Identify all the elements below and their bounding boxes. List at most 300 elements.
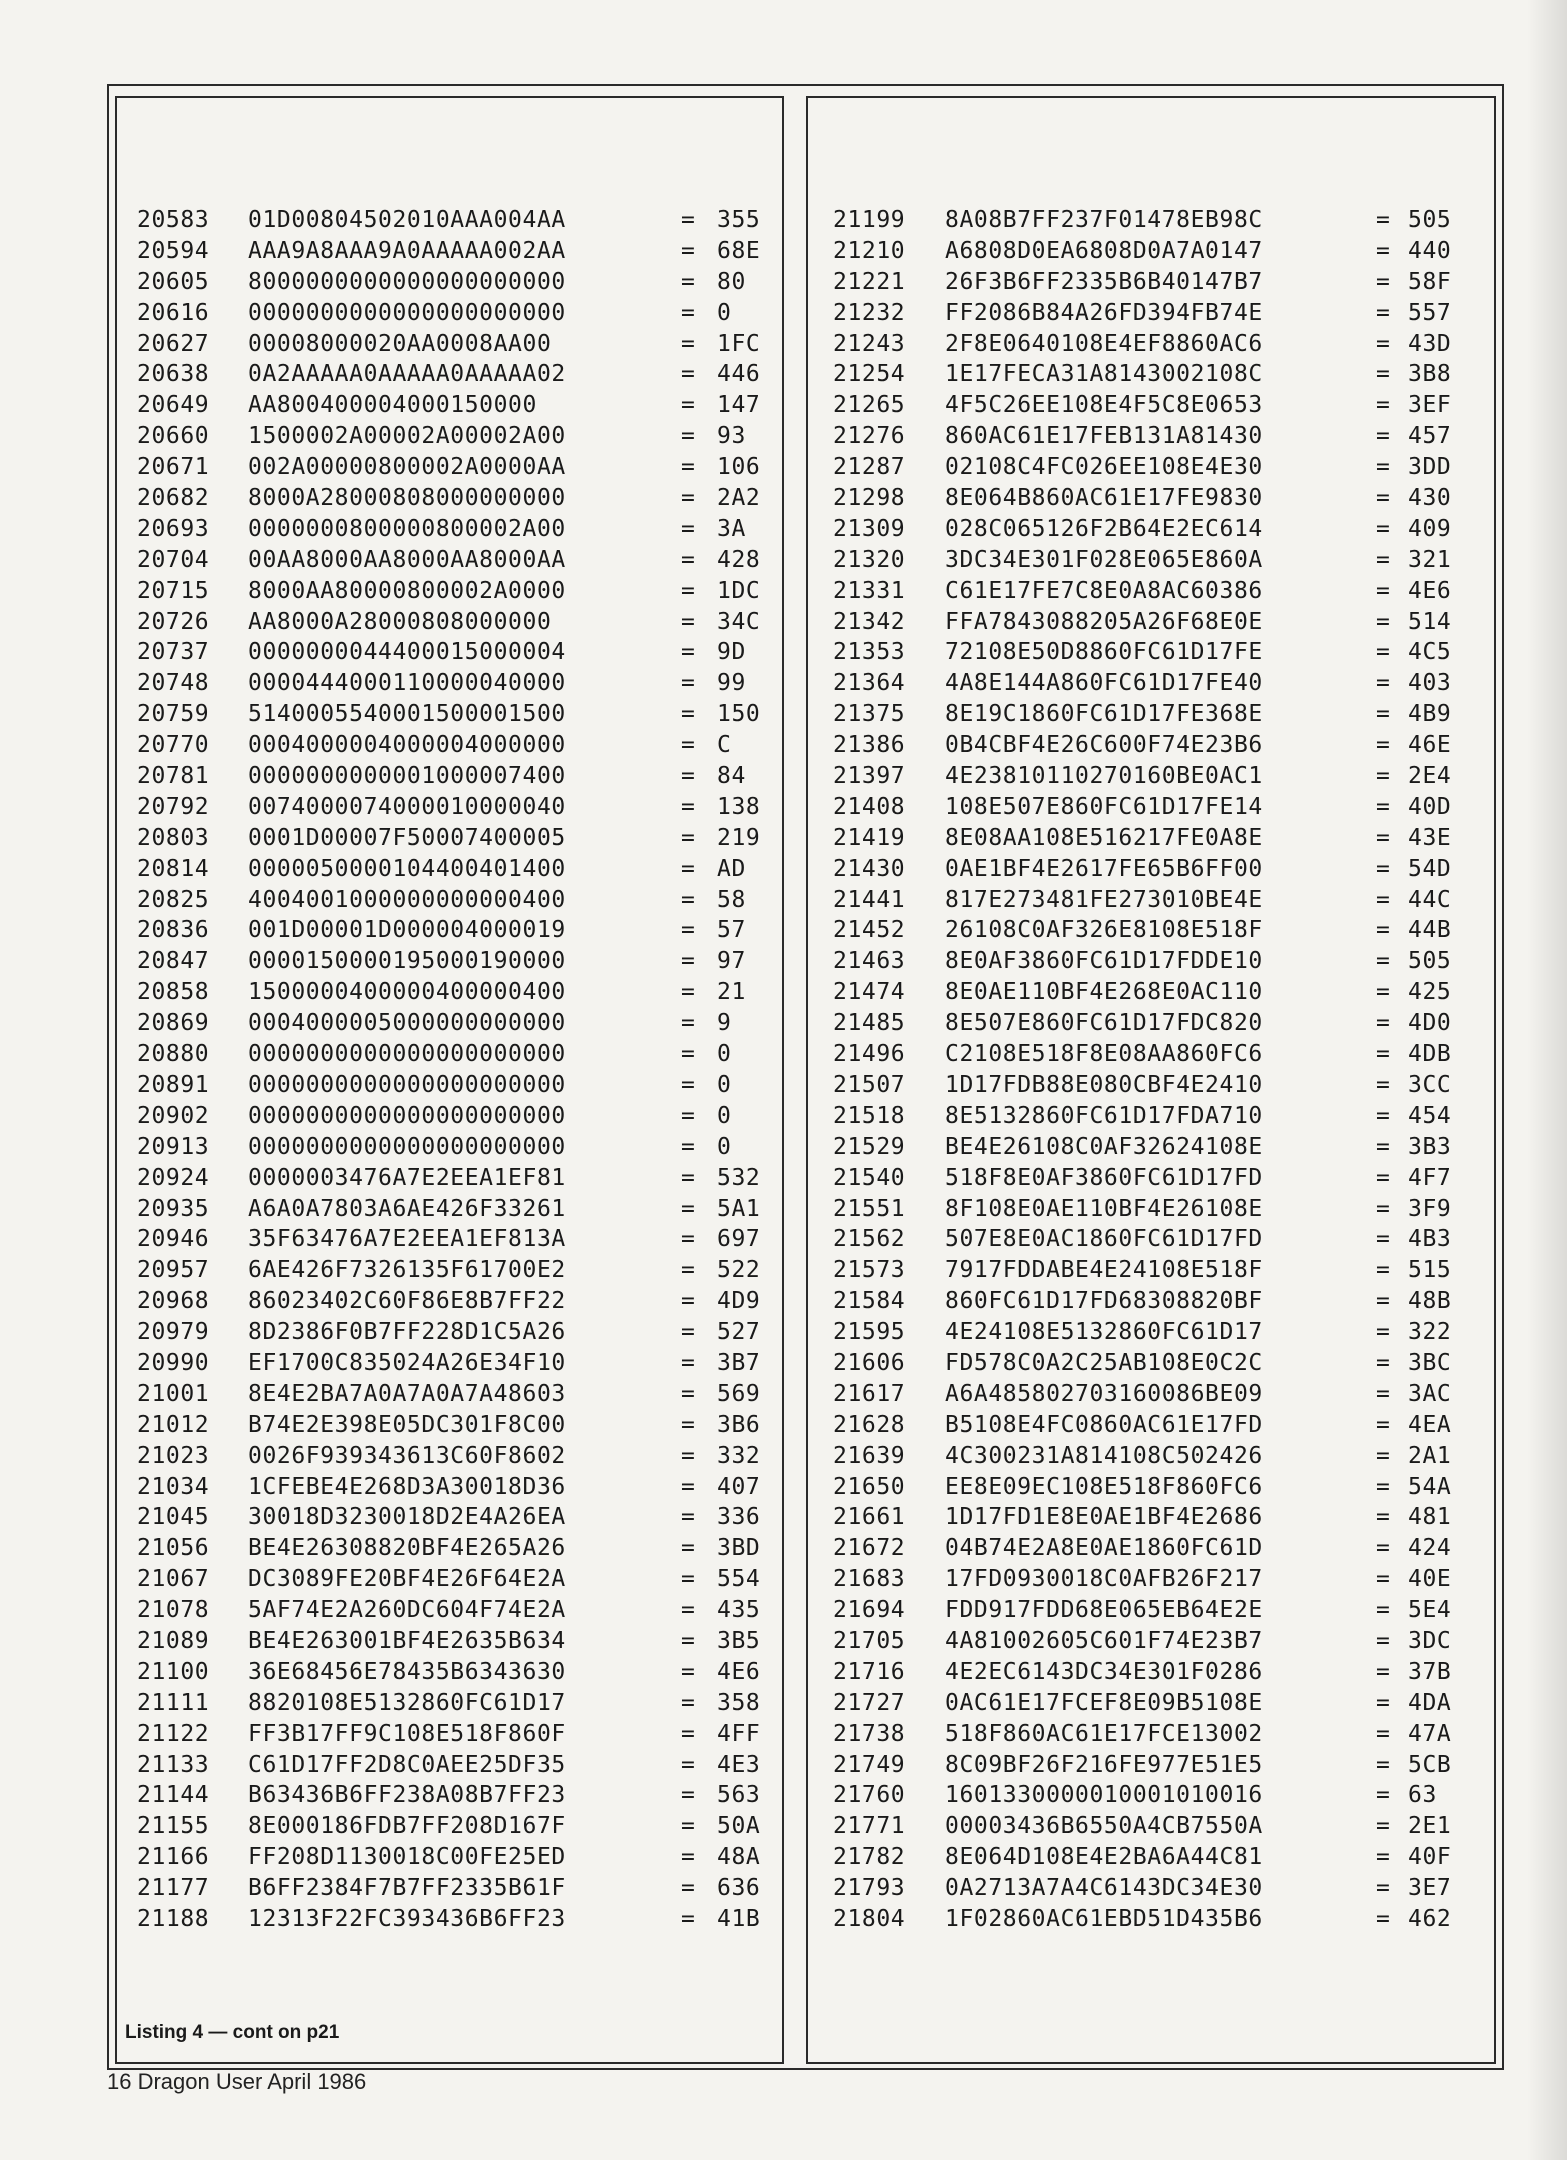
listing-address: 21276 (833, 423, 906, 450)
listing-equals: = (1376, 824, 1391, 851)
listing-row (117, 329, 782, 360)
listing-hex-data: 6AE426F7326135F61700E2 (248, 1257, 566, 1284)
listing-hex-data: 8E064B860AC61E17FE9830 (945, 485, 1263, 512)
listing-checksum: 40F (1408, 1844, 1452, 1871)
listing-equals: = (1376, 1380, 1391, 1407)
listing-row (808, 1626, 1494, 1657)
listing-equals: = (681, 1473, 696, 1500)
listing-equals: = (1376, 1041, 1391, 1068)
listing-address: 21397 (833, 763, 906, 790)
listing-address: 20880 (137, 1041, 210, 1068)
listing-checksum: 46E (1408, 732, 1452, 759)
listing-checksum: 0 (717, 1071, 732, 1098)
listing-hex-data: EE8E09EC108E518F860FC6 (945, 1473, 1263, 1500)
listing-row (808, 329, 1494, 360)
listing-checksum: 4DB (1408, 1041, 1452, 1068)
listing-address: 21419 (833, 824, 906, 851)
listing-address: 20671 (137, 454, 210, 481)
listing-hex-data: 0000000000000000000000 (248, 1102, 566, 1129)
listing-address: 21749 (833, 1751, 906, 1778)
listing-checksum: 3EF (1408, 392, 1452, 419)
listing-address: 21540 (833, 1164, 906, 1191)
listing-address: 21331 (833, 577, 906, 604)
listing-address: 21485 (833, 1010, 906, 1037)
listing-hex-data: 36E68456E78435B6343630 (248, 1658, 566, 1685)
listing-address: 21386 (833, 732, 906, 759)
listing-checksum: 4FF (717, 1720, 761, 1747)
listing-address: 21650 (833, 1473, 906, 1500)
listing-address: 21067 (137, 1566, 210, 1593)
listing-checksum: 3CC (1408, 1071, 1452, 1098)
listing-address: 21452 (833, 917, 906, 944)
listing-row (117, 977, 782, 1008)
listing-equals: = (1376, 1288, 1391, 1315)
listing-equals: = (681, 1504, 696, 1531)
listing-checksum: 569 (717, 1380, 761, 1407)
listing-equals: = (1376, 1411, 1391, 1438)
listing-row (117, 1348, 782, 1379)
listing-address: 21617 (833, 1380, 906, 1407)
listing-hex-data: 0001D00007F50007400005 (248, 824, 566, 851)
listing-checksum: 4E3 (717, 1751, 761, 1778)
listing-hex-data: FFA7843088205A26F68E0E (945, 608, 1263, 635)
listing-equals: = (681, 330, 696, 357)
listing-rows-right (808, 205, 1494, 1935)
listing-address: 21672 (833, 1535, 906, 1562)
listing-address: 20836 (137, 917, 210, 944)
listing-row (117, 668, 782, 699)
listing-equals: = (1376, 1844, 1391, 1871)
listing-checksum: 58 (717, 886, 746, 913)
listing-hex-data: 0000000000001000007400 (248, 763, 566, 790)
listing-checksum: 4F7 (1408, 1164, 1452, 1191)
listing-equals: = (681, 1535, 696, 1562)
listing-hex-data: 0AC61E17FCEF8E09B5108E (945, 1689, 1263, 1716)
listing-hex-data: 0004000005000000000000 (248, 1010, 566, 1037)
listing-address: 20781 (137, 763, 210, 790)
listing-hex-data: 1500000400000400000400 (248, 979, 566, 1006)
listing-hex-data: 8E0AF3860FC61D17FDDE10 (945, 948, 1263, 975)
listing-row (808, 1595, 1494, 1626)
listing-row (808, 1873, 1494, 1904)
listing-equals: = (681, 299, 696, 326)
listing-address: 21595 (833, 1319, 906, 1346)
listing-row (117, 699, 782, 730)
listing-checksum: 138 (717, 793, 761, 820)
listing-address: 20990 (137, 1349, 210, 1376)
listing-address: 21694 (833, 1597, 906, 1624)
listing-hex-data: 0AE1BF4E2617FE65B6FF00 (945, 855, 1263, 882)
listing-equals: = (681, 1658, 696, 1685)
listing-checksum: 57 (717, 917, 746, 944)
listing-column-right (806, 96, 1496, 2064)
listing-equals: = (681, 1349, 696, 1376)
listing-equals: = (681, 732, 696, 759)
listing-row (117, 545, 782, 576)
listing-checksum: 3DD (1408, 454, 1452, 481)
listing-hex-data: 817E273481FE273010BE4E (945, 886, 1263, 913)
listing-address: 21089 (137, 1627, 210, 1654)
listing-row (808, 421, 1494, 452)
listing-hex-data: 3DC34E301F028E065E860A (945, 546, 1263, 573)
listing-checksum: 3AC (1408, 1380, 1452, 1407)
listing-row (808, 1039, 1494, 1070)
listing-hex-data: 860AC61E17FEB131A81430 (945, 423, 1263, 450)
listing-hex-data: BE4E26308820BF4E265A26 (248, 1535, 566, 1562)
listing-equals: = (681, 763, 696, 790)
listing-hex-data: AA8000A28000808000000 (248, 608, 552, 635)
listing-hex-data: 0000000044400015000004 (248, 639, 566, 666)
listing-hex-data: FF208D1130018C00FE25ED (248, 1844, 566, 1871)
listing-hex-data: 0000444000110000040000 (248, 670, 566, 697)
listing-checksum: 0 (717, 1041, 732, 1068)
listing-checksum: 428 (717, 546, 761, 573)
listing-row (808, 545, 1494, 576)
listing-checksum: 3B3 (1408, 1133, 1452, 1160)
listing-address: 20858 (137, 979, 210, 1006)
listing-equals: = (681, 1288, 696, 1315)
listing-hex-data: C61E17FE7C8E0A8AC60386 (945, 577, 1263, 604)
listing-checksum: 457 (1408, 423, 1452, 450)
listing-checksum: 355 (717, 207, 761, 233)
listing-address: 21441 (833, 886, 906, 913)
listing-hex-data: B74E2E398E05DC301F8C00 (248, 1411, 566, 1438)
listing-address: 21012 (137, 1411, 210, 1438)
listing-equals: = (1376, 1782, 1391, 1809)
listing-hex-data: 0026F939343613C60F8602 (248, 1442, 566, 1469)
listing-checksum: 332 (717, 1442, 761, 1469)
listing-hex-data: 1500002A00002A00002A00 (248, 423, 566, 450)
listing-hex-data: 1CFEBE4E268D3A30018D36 (248, 1473, 566, 1500)
listing-address: 21100 (137, 1658, 210, 1685)
listing-row (808, 915, 1494, 946)
listing-equals: = (681, 268, 696, 295)
listing-equals: = (1376, 361, 1391, 388)
listing-row (117, 298, 782, 329)
listing-equals: = (1376, 855, 1391, 882)
listing-row (808, 1286, 1494, 1317)
listing-hex-data: A6A485802703160086BE09 (945, 1380, 1263, 1407)
listing-address: 20825 (137, 886, 210, 913)
listing-row (117, 1873, 782, 1904)
listing-address: 21188 (137, 1905, 210, 1932)
listing-checksum: 4C5 (1408, 639, 1452, 666)
listing-row (808, 1780, 1494, 1811)
listing-row (117, 637, 782, 668)
listing-row (808, 699, 1494, 730)
listing-equals: = (1376, 423, 1391, 450)
listing-equals: = (1376, 515, 1391, 542)
listing-equals: = (681, 1689, 696, 1716)
listing-checksum: 3B6 (717, 1411, 761, 1438)
listing-row (808, 1379, 1494, 1410)
listing-row (117, 1688, 782, 1719)
listing-row (117, 1317, 782, 1348)
listing-equals: = (681, 207, 696, 233)
listing-hex-data: 02108C4FC026EE108E4E30 (945, 454, 1263, 481)
listing-checksum: 3BC (1408, 1349, 1452, 1376)
listing-equals: = (681, 546, 696, 573)
listing-hex-data: C61D17FF2D8C0AEE25DF35 (248, 1751, 566, 1778)
listing-address: 21529 (833, 1133, 906, 1160)
listing-hex-data: 0A2713A7A4C6143DC34E30 (945, 1875, 1263, 1902)
listing-equals: = (681, 1226, 696, 1253)
listing-row (117, 1533, 782, 1564)
listing-equals: = (1376, 485, 1391, 512)
listing-hex-data: C2108E518F8E08AA860FC6 (945, 1041, 1263, 1068)
listing-address: 21606 (833, 1349, 906, 1376)
listing-address: 21705 (833, 1627, 906, 1654)
listing-hex-data: 4E23810110270160BE0AC1 (945, 763, 1263, 790)
listing-equals: = (681, 1597, 696, 1624)
listing-equals: = (1376, 330, 1391, 357)
listing-checksum: 9D (717, 639, 746, 666)
listing-equals: = (681, 793, 696, 820)
listing-row (808, 1472, 1494, 1503)
listing-checksum: 68E (717, 237, 761, 264)
listing-hex-data: 12313F22FC393436B6FF23 (248, 1905, 566, 1932)
listing-equals: = (681, 979, 696, 1006)
listing-equals: = (681, 1102, 696, 1129)
listing-hex-data: 4A8E144A860FC61D17FE40 (945, 670, 1263, 697)
listing-hex-data: 5140005540001500001500 (248, 701, 566, 728)
listing-address: 21210 (833, 237, 906, 264)
listing-equals: = (1376, 454, 1391, 481)
listing-row (117, 946, 782, 977)
listing-address: 20605 (137, 268, 210, 295)
listing-checksum: 5CB (1408, 1751, 1452, 1778)
listing-row (117, 1502, 782, 1533)
listing-row (808, 1842, 1494, 1873)
listing-row (117, 205, 782, 236)
listing-equals: = (1376, 763, 1391, 790)
listing-address: 20957 (137, 1257, 210, 1284)
listing-equals: = (681, 1010, 696, 1037)
listing-checksum: 505 (1408, 948, 1452, 975)
listing-equals: = (1376, 1442, 1391, 1469)
listing-row (808, 298, 1494, 329)
listing-address: 21078 (137, 1597, 210, 1624)
listing-hex-data: BE4E263001BF4E2635B634 (248, 1627, 566, 1654)
listing-checksum: 3B7 (717, 1349, 761, 1376)
listing-equals: = (1376, 1875, 1391, 1902)
listing-equals: = (681, 1751, 696, 1778)
listing-checksum: 63 (1408, 1782, 1437, 1809)
listing-row (808, 1564, 1494, 1595)
listing-hex-data: FF3B17FF9C108E518F860F (248, 1720, 566, 1747)
listing-checksum: 322 (1408, 1319, 1452, 1346)
listing-hex-data: 04B74E2A8E0AE1860FC61D (945, 1535, 1263, 1562)
listing-address: 21045 (137, 1504, 210, 1531)
listing-equals: = (1376, 1751, 1391, 1778)
listing-checksum: 9 (717, 1010, 732, 1037)
listing-hex-data: 8C09BF26F216FE977E51E5 (945, 1751, 1263, 1778)
listing-address: 20979 (137, 1319, 210, 1346)
listing-hex-data: 108E507E860FC61D17FE14 (945, 793, 1263, 820)
listing-checksum: 3B5 (717, 1627, 761, 1654)
listing-checksum: 505 (1408, 207, 1452, 233)
listing-checksum: 43D (1408, 330, 1452, 357)
listing-row (808, 1811, 1494, 1842)
listing-row (808, 946, 1494, 977)
listing-hex-data: 0074000074000010000040 (248, 793, 566, 820)
listing-address: 20913 (137, 1133, 210, 1160)
listing-row (117, 1657, 782, 1688)
listing-checksum: 0 (717, 1102, 732, 1129)
listing-hex-data: 1F02860AC61EBD51D435B6 (945, 1905, 1263, 1932)
listing-address: 20660 (137, 423, 210, 450)
listing-row (808, 1688, 1494, 1719)
listing-equals: = (681, 237, 696, 264)
listing-hex-data: 8E000186FDB7FF208D167F (248, 1813, 566, 1840)
listing-address: 21518 (833, 1102, 906, 1129)
listing-checksum: 403 (1408, 670, 1452, 697)
listing-address: 20902 (137, 1102, 210, 1129)
listing-row (808, 1132, 1494, 1163)
listing-row (117, 1472, 782, 1503)
listing-address: 20759 (137, 701, 210, 728)
listing-address: 21133 (137, 1751, 210, 1778)
listing-checksum: 4DA (1408, 1689, 1452, 1716)
listing-checksum: 3A (717, 515, 746, 542)
listing-hex-data: 8E08AA108E516217FE0A8E (945, 824, 1263, 851)
listing-checksum: 514 (1408, 608, 1452, 635)
listing-address: 20583 (137, 207, 210, 233)
listing-hex-data: 860FC61D17FD68308820BF (945, 1288, 1263, 1315)
listing-hex-data: 2F8E0640108E4EF8860AC6 (945, 330, 1263, 357)
listing-caption: Listing 4 — cont on p21 (125, 2022, 340, 2043)
listing-address: 21364 (833, 670, 906, 697)
listing-address: 21056 (137, 1535, 210, 1562)
listing-checksum: 636 (717, 1875, 761, 1902)
listing-checksum: 522 (717, 1257, 761, 1284)
listing-row (808, 1533, 1494, 1564)
listing-hex-data: 8D2386F0B7FF228D1C5A26 (248, 1319, 566, 1346)
listing-checksum: 43E (1408, 824, 1452, 851)
listing-hex-data: 8E507E860FC61D17FDC820 (945, 1010, 1263, 1037)
listing-row (117, 885, 782, 916)
listing-hex-data: 8E5132860FC61D17FDA710 (945, 1102, 1263, 1129)
listing-address: 20594 (137, 237, 210, 264)
listing-equals: = (681, 1041, 696, 1068)
listing-hex-data: B63436B6FF238A08B7FF23 (248, 1782, 566, 1809)
listing-row (808, 205, 1494, 236)
listing-checksum: 4D9 (717, 1288, 761, 1315)
listing-hex-data: 0000000000000000000000 (248, 1071, 566, 1098)
listing-equals: = (681, 1164, 696, 1191)
listing-equals: = (681, 1442, 696, 1469)
listing-equals: = (681, 1380, 696, 1407)
listing-checksum: 58F (1408, 268, 1452, 295)
listing-checksum: 41B (717, 1905, 761, 1932)
listing-hex-data: 4004001000000000000400 (248, 886, 566, 913)
listing-hex-data: 518F860AC61E17FCE13002 (945, 1720, 1263, 1747)
listing-row (117, 915, 782, 946)
listing-checksum: 425 (1408, 979, 1452, 1006)
listing-address: 21496 (833, 1041, 906, 1068)
listing-row (117, 1132, 782, 1163)
listing-row (808, 730, 1494, 761)
listing-row (117, 514, 782, 545)
listing-address: 20737 (137, 639, 210, 666)
listing-hex-data: 1D17FDB88E080CBF4E2410 (945, 1071, 1263, 1098)
listing-address: 21023 (137, 1442, 210, 1469)
listing-checksum: 0 (717, 1133, 732, 1160)
listing-hex-data: 1D17FD1E8E0AE1BF4E2686 (945, 1504, 1263, 1531)
listing-address: 21353 (833, 639, 906, 666)
listing-equals: = (681, 1813, 696, 1840)
listing-hex-data: 86023402C60F86E8B7FF22 (248, 1288, 566, 1315)
listing-equals: = (1376, 979, 1391, 1006)
listing-hex-data: B6FF2384F7B7FF2335B61F (248, 1875, 566, 1902)
listing-row (808, 668, 1494, 699)
listing-row (117, 1595, 782, 1626)
listing-equals: = (681, 701, 696, 728)
listing-checksum: 147 (717, 392, 761, 419)
listing-hex-data: AAA9A8AAA9A0AAAAA002AA (248, 237, 566, 264)
listing-equals: = (681, 639, 696, 666)
listing-hex-data: 26F3B6FF2335B6B40147B7 (945, 268, 1263, 295)
listing-hex-data: 00AA8000AA8000AA8000AA (248, 546, 566, 573)
listing-equals: = (1376, 1905, 1391, 1932)
listing-address: 21375 (833, 701, 906, 728)
listing-hex-data: 0000003476A7E2EEA1EF81 (248, 1164, 566, 1191)
listing-address: 21782 (833, 1844, 906, 1871)
listing-address: 20924 (137, 1164, 210, 1191)
listing-equals: = (1376, 577, 1391, 604)
listing-address: 21738 (833, 1720, 906, 1747)
listing-checksum: 48A (717, 1844, 761, 1871)
listing-equals: = (1376, 886, 1391, 913)
listing-equals: = (681, 670, 696, 697)
listing-hex-data: 7917FDDABE4E24108E518F (945, 1257, 1263, 1284)
listing-address: 20946 (137, 1226, 210, 1253)
listing-row (117, 1101, 782, 1132)
listing-row (117, 1564, 782, 1595)
listing-checksum: 34C (717, 608, 761, 635)
listing-checksum: 4B9 (1408, 701, 1452, 728)
listing-hex-data: 4E2EC6143DC34E301F0286 (945, 1658, 1263, 1685)
listing-checksum: 4E6 (1408, 577, 1452, 604)
listing-column-left (115, 96, 784, 2064)
listing-checksum: 0 (717, 299, 732, 326)
listing-equals: = (1376, 1195, 1391, 1222)
listing-address: 21001 (137, 1380, 210, 1407)
listing-row (117, 730, 782, 761)
listing-equals: = (681, 1257, 696, 1284)
listing-hex-data: 8F108E0AE110BF4E26108E (945, 1195, 1263, 1222)
listing-hex-data: 507E8E0AC1860FC61D17FD (945, 1226, 1263, 1253)
page-footer: 16 Dragon User April 1986 (107, 2069, 367, 2094)
listing-row (808, 823, 1494, 854)
listing-address: 21639 (833, 1442, 906, 1469)
listing-checksum: 3F9 (1408, 1195, 1452, 1222)
listing-address: 21111 (137, 1689, 210, 1716)
listing-hex-data: FD578C0A2C25AB108E0C2C (945, 1349, 1263, 1376)
listing-checksum: 150 (717, 701, 761, 728)
listing-row (808, 1317, 1494, 1348)
listing-row (117, 1719, 782, 1750)
listing-hex-data: 4A81002605C601F74E23B7 (945, 1627, 1263, 1654)
listing-row (117, 1780, 782, 1811)
listing-hex-data: 5AF74E2A260DC604F74E2A (248, 1597, 566, 1624)
listing-equals: = (681, 392, 696, 419)
listing-equals: = (1376, 1071, 1391, 1098)
listing-address: 21584 (833, 1288, 906, 1315)
listing-row (117, 1286, 782, 1317)
listing-row (808, 236, 1494, 267)
listing-checksum: 44C (1408, 886, 1452, 913)
